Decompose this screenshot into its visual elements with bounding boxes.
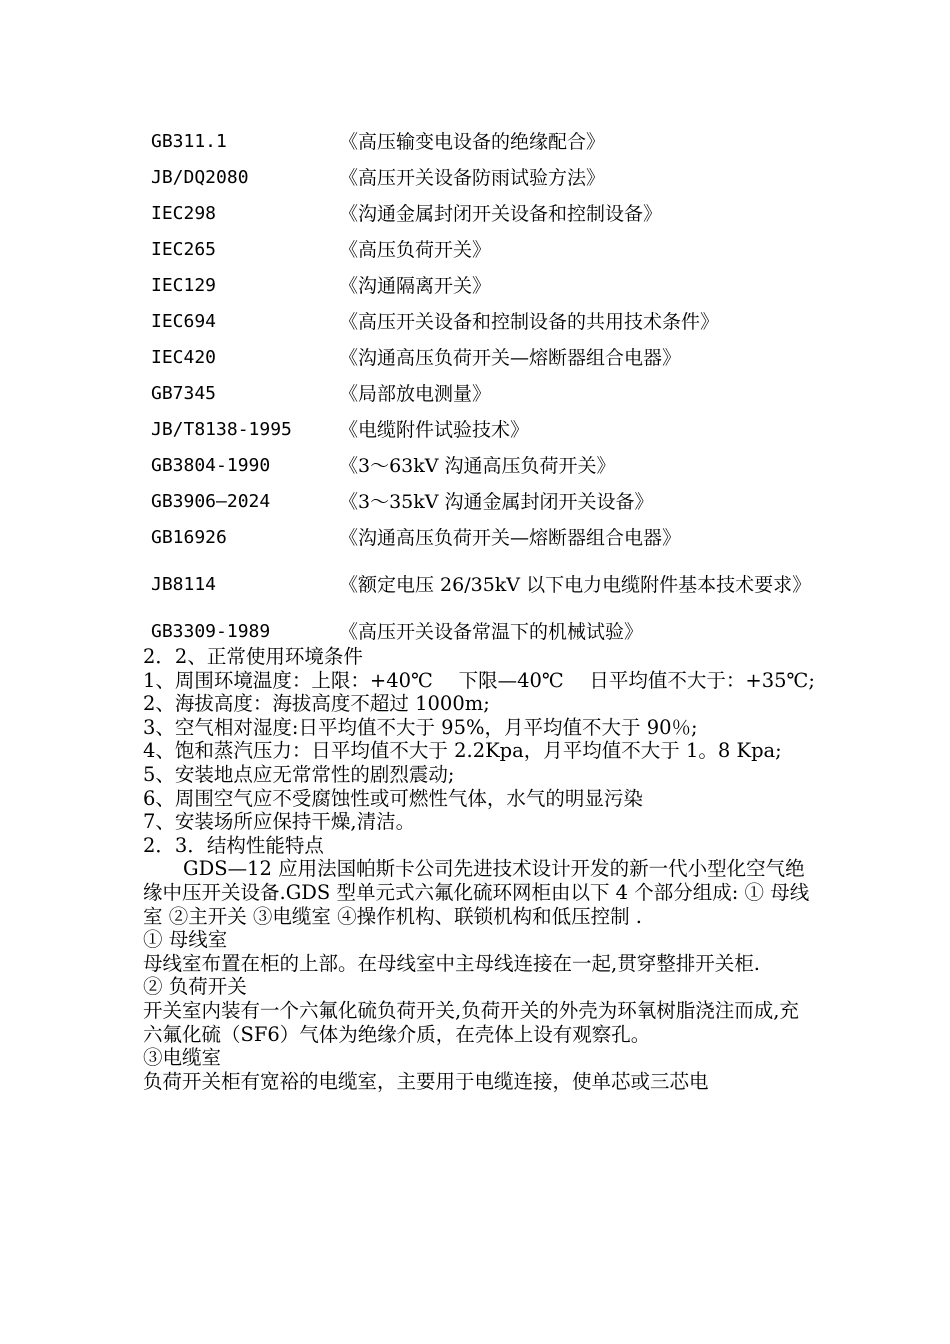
paragraph: 负荷开关柜有宽裕的电缆室，主要用于电缆连接，使单芯或三芯电 [143, 1069, 709, 1093]
condition-item: 7、安装场所应保持干燥,清洁。 [143, 810, 416, 834]
standard-title: 《局部放电测量》 [339, 383, 492, 405]
standard-code: IEC129 [151, 275, 217, 296]
standard-code: IEC694 [151, 311, 217, 332]
standard-code: GB16926 [151, 527, 227, 548]
standard-title: 《3～35kV 沟通金属封闭开关设备》 [339, 491, 654, 513]
table-row [143, 268, 823, 304]
standard-code: GB3906—2024 [151, 491, 271, 512]
condition-item: 1、周围环境温度：上限：+40℃ 下限—40℃ 日平均值不大于：+35℃; [143, 668, 815, 692]
standard-title: 《高压开关设备常温下的机械试验》 [339, 621, 644, 643]
paragraph: 母线室布置在柜的上部。在母线室中主母线连接在一起,贯穿整排开关柜. [143, 951, 760, 975]
table-row [143, 448, 823, 484]
condition-item: 6、周围空气应不受腐蚀性或可燃性气体，水气的明显污染 [143, 786, 643, 810]
standard-title: 《沟通高压负荷开关—熔断器组合电器》 [339, 527, 682, 549]
subheading: ① 母线室 [143, 928, 228, 952]
standard-title: 《额定电压 26/35kV 以下电力电缆附件基本技术要求》 [339, 574, 812, 596]
standard-title: 《高压输变电设备的绝缘配合》 [339, 131, 606, 153]
standards-table [143, 124, 823, 650]
standard-title: 《沟通金属封闭开关设备和控制设备》 [339, 203, 663, 225]
subheading: ③电缆室 [143, 1046, 222, 1070]
table-row [143, 124, 823, 160]
condition-item: 5、安装地点应无常常性的剧烈震动; [143, 762, 455, 786]
table-row [143, 196, 823, 232]
standard-code: IEC298 [151, 203, 217, 224]
standard-code: GB3804-1990 [151, 455, 271, 476]
table-row [143, 304, 823, 340]
standard-title: 《高压开关设备防雨试验方法》 [339, 167, 606, 189]
standard-code: GB311.1 [151, 131, 227, 152]
condition-item: 2、海拔高度：海拔高度不超过 1000m; [143, 692, 490, 716]
standard-code: JB/T8138-1995 [151, 419, 292, 440]
table-row [143, 340, 823, 376]
table-row [143, 412, 823, 448]
standard-title: 《高压开关设备和控制设备的共用技术条件》 [339, 311, 720, 333]
standard-title: 《电缆附件试验技术》 [339, 419, 530, 441]
standard-code: GB3309-1989 [151, 621, 271, 642]
condition-item: 4、饱和蒸汽压力：日平均值不大于 2.2Kpa，月平均值不大于 1。8 Kpa; [143, 739, 782, 763]
standard-code: IEC265 [151, 239, 217, 260]
standard-title: 《沟通高压负荷开关—熔断器组合电器》 [339, 347, 682, 369]
subheading: ② 负荷开关 [143, 975, 247, 999]
table-row [143, 376, 823, 412]
standard-title: 《3～63kV 沟通高压负荷开关》 [339, 455, 616, 477]
table-row [143, 160, 823, 196]
standard-code: GB7345 [151, 383, 217, 404]
standard-title: 《高压负荷开关》 [339, 239, 492, 261]
standard-title: 《沟通隔离开关》 [339, 275, 492, 297]
standard-code: JB/DQ2080 [151, 167, 249, 188]
paragraph: 开关室内装有一个六氟化硫负荷开关,负荷开关的外壳为环氧树脂浇注而成,充六氟化硫（SF6）气体为绝缘介质，在壳体上设有观察孔。 [143, 998, 799, 1046]
table-row [143, 520, 823, 556]
paragraph: GDS—12 应用法国帕斯卡公司先进技术设计开发的新一代小型化空气绝缘中压开关设备.GDS 型单元式六氟化硫环网柜由以下 4 个部分组成: ① 母线室 ②主开关 ③电缆室 ④操作机构、联锁机构和低压控制 . [143, 857, 810, 928]
table-row [143, 556, 823, 614]
body-text [143, 645, 815, 1093]
standard-code: IEC420 [151, 347, 217, 368]
standard-code: JB8114 [151, 574, 217, 595]
section-heading: 2．3．结构性能特点 [143, 833, 324, 857]
table-row [143, 232, 823, 268]
condition-item: 3、空气相对湿度:日平均值不大于 95%，月平均值不大于 90％; [143, 715, 698, 739]
section-heading: 2．2、正常使用环境条件 [143, 645, 363, 668]
table-row [143, 484, 823, 520]
